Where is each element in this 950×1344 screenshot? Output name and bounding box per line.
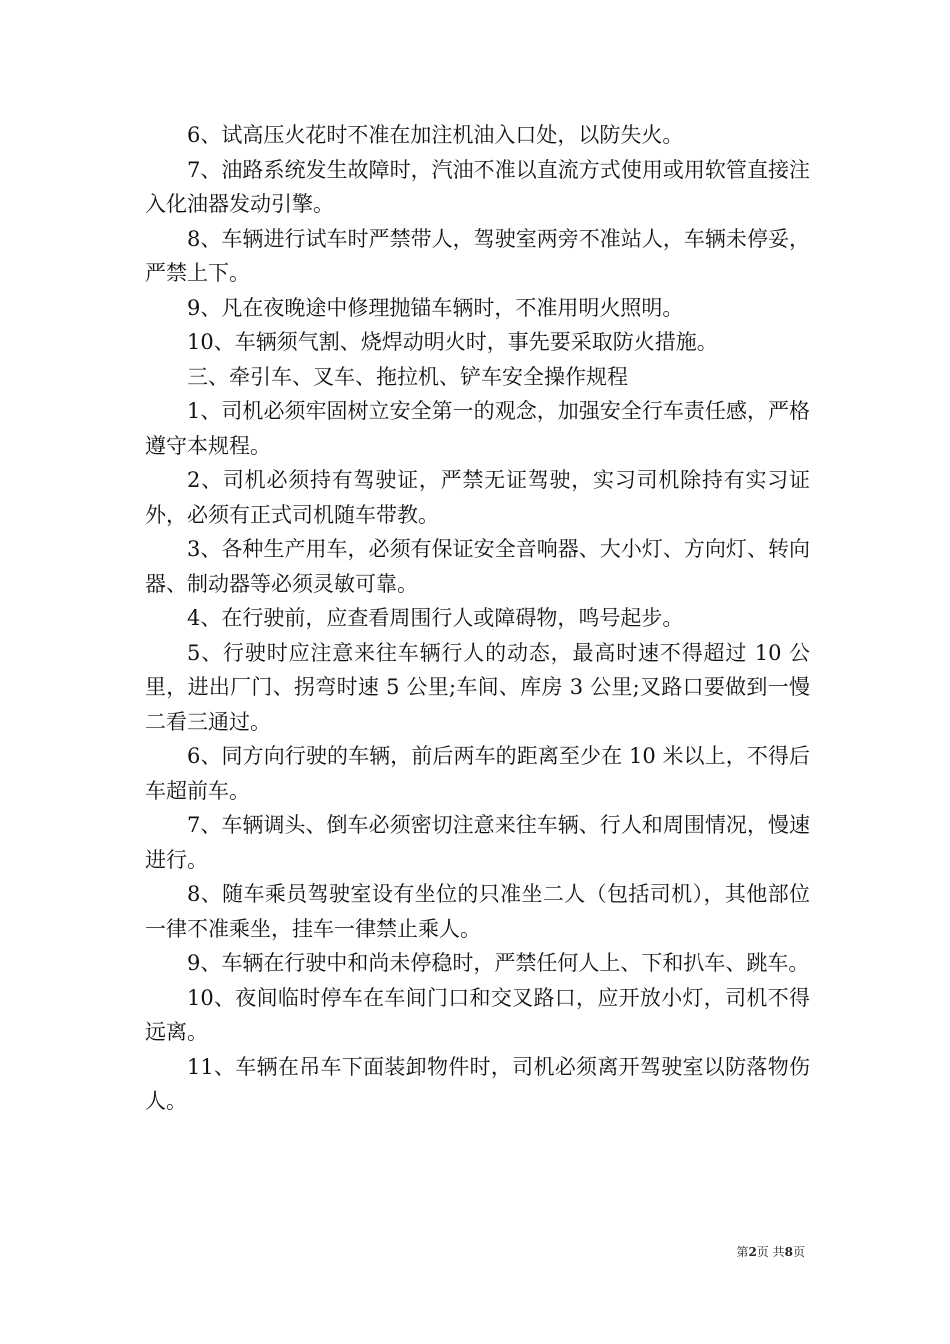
paragraph: 9、车辆在行驶中和尚未停稳时，严禁任何人上、下和扒车、跳车。: [187, 951, 810, 975]
document-body: [145, 118, 810, 1119]
footer-middle: 页 共: [756, 1245, 785, 1259]
page-number-footer: [736, 1244, 805, 1260]
paragraph: 11、车辆在吊车下面装卸物件时，司机必须离开驾驶室以防落物伤人。: [145, 1054, 810, 1113]
paragraph: 9、凡在夜晚途中修理抛锚车辆时，不准用明火照明。: [187, 295, 684, 320]
paragraph: 4、在行驶前，应查看周围行人或障碍物，鸣号起步。: [187, 606, 684, 630]
section-heading: 三、牵引车、叉车、拖拉机、铲车安全操作规程: [187, 364, 628, 389]
paragraph: 7、油路系统发生故障时，汽油不准以直流方式使用或用软管直接注入化油器发动引擎。: [145, 157, 810, 216]
paragraph: 6、试高压火花时不准在加注机油入口处，以防失火。: [187, 123, 684, 147]
total-page-number: 8: [784, 1245, 793, 1259]
paragraph: 10、车辆须气割、烧焊动明火时，事先要采取防火措施。: [187, 330, 718, 354]
paragraph: 10、夜间临时停车在车间门口和交叉路口，应开放小灯，司机不得远离。: [145, 985, 810, 1044]
paragraph: 1、司机必须牢固树立安全第一的观念，加强安全行车责任感，严格遵守本规程。: [145, 399, 810, 458]
footer-suffix: 页: [792, 1245, 805, 1259]
paragraph: 3、各种生产用车，必须有保证安全音响器、大小灯、方向灯、转向器、制动器等必须灵敏可靠。: [145, 537, 810, 596]
paragraph: 2、司机必须持有驾驶证，严禁无证驾驶，实习司机除持有实习证外，必须有正式司机随车带教。: [145, 468, 810, 527]
paragraph: 7、车辆调头、倒车必须密切注意来往车辆、行人和周围情况，慢速进行。: [145, 813, 810, 872]
paragraph: 5、行驶时应注意来往车辆行人的动态，最高时速不得超过 10 公里，进出厂门、拐弯时速 5 公里;车间、库房 3 公里;叉路口要做到一慢二看三通过。: [145, 640, 810, 734]
paragraph: 8、车辆进行试车时严禁带人，驾驶室两旁不准站人，车辆未停妥，严禁上下。: [145, 226, 810, 285]
current-page-number: 2: [748, 1245, 757, 1259]
footer-prefix: 第: [736, 1245, 749, 1259]
paragraph: 6、同方向行驶的车辆，前后两车的距离至少在 10 米以上，不得后车超前车。: [145, 744, 810, 803]
paragraph: 8、随车乘员驾驶室设有坐位的只准坐二人（包括司机），其他部位一律不准乘坐，挂车一律禁止乘人。: [145, 882, 810, 941]
